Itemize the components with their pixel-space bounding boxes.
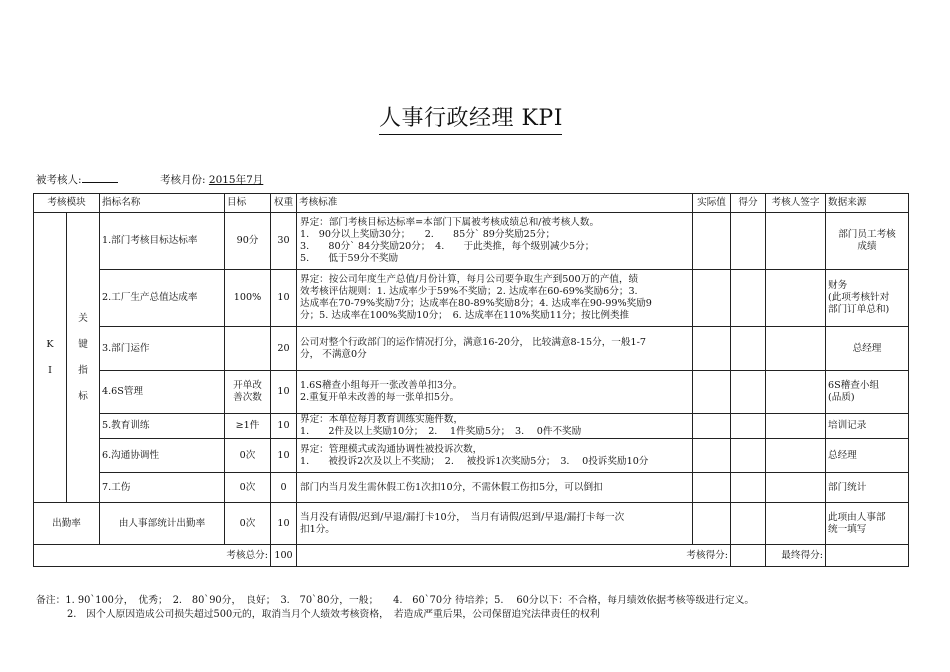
standard-line: 当月没有请假/迟到/早退/漏打卡10分， 当月有请假/迟到/早退/漏打卡每一次 bbox=[300, 511, 625, 523]
actual-value-cell[interactable] bbox=[693, 213, 731, 270]
score-cell[interactable] bbox=[731, 414, 766, 439]
data-source bbox=[826, 213, 909, 270]
signer-cell[interactable] bbox=[766, 439, 826, 473]
standard-line: 3. 80分` 84分奖励20分； 4. 于此类推，每个级别减少5分； bbox=[300, 241, 595, 252]
attendance-module: 出勤率 bbox=[34, 503, 100, 545]
standard-line: 1. 2件及以上奖励10分； 2. 1件奖励5分； 3. 0件不奖励 bbox=[300, 426, 582, 437]
module-key-char: 键 bbox=[78, 338, 88, 350]
data-source bbox=[826, 327, 909, 371]
col-header-weight: 权重 bbox=[271, 194, 297, 213]
month-field bbox=[160, 172, 263, 187]
col-header-target: 目标 bbox=[225, 194, 271, 213]
source-line: (此项考核针对 bbox=[828, 292, 890, 303]
standard-line: 达成率在70-79%奖励7分；达成率在80-89%奖励8分；4. 达成率在90-99%奖励9 bbox=[300, 298, 652, 309]
kpi-row bbox=[34, 371, 909, 414]
total-score-cell[interactable] bbox=[731, 545, 766, 567]
source-line: 培训记录 bbox=[828, 420, 867, 431]
kpi-row bbox=[34, 327, 909, 371]
col-header-signer: 考核人签字 bbox=[766, 194, 826, 213]
indicator-target bbox=[225, 327, 271, 371]
module-ki bbox=[34, 213, 67, 503]
source-line: 财务 bbox=[828, 280, 848, 291]
indicator-name: 4.6S管理 bbox=[100, 371, 225, 414]
actual-value-cell[interactable] bbox=[693, 371, 731, 414]
module-key-char: 关 bbox=[78, 312, 88, 324]
score-cell[interactable] bbox=[731, 371, 766, 414]
month-value: 2015年7月 bbox=[208, 174, 264, 186]
module-key-char: 标 bbox=[78, 390, 88, 402]
source-line: 成绩 bbox=[857, 241, 877, 252]
standard-line: 1.6S稽查小组每开一张改善单扣3分。 bbox=[300, 380, 463, 391]
assessee-blank[interactable] bbox=[82, 172, 118, 183]
assessment-standard bbox=[297, 439, 693, 473]
indicator-target: 0次 bbox=[225, 439, 271, 473]
source-line: 此项由人事部 bbox=[828, 511, 886, 523]
month-label: 考核月份: bbox=[160, 174, 206, 186]
kpi-row bbox=[34, 439, 909, 473]
score-cell[interactable] bbox=[731, 473, 766, 503]
assessment-standard bbox=[297, 414, 693, 439]
score-label: 考核得分: bbox=[297, 545, 731, 567]
col-header-score: 得分 bbox=[731, 194, 766, 213]
assessment-standard bbox=[297, 327, 693, 371]
col-header-source: 数据来源 bbox=[826, 194, 909, 213]
source-line: 统一填写 bbox=[828, 523, 867, 535]
standard-line: 扣1分。 bbox=[300, 523, 335, 535]
score-cell[interactable] bbox=[731, 270, 766, 327]
data-source bbox=[826, 414, 909, 439]
module-key-char: 指 bbox=[78, 364, 88, 376]
kpi-row bbox=[34, 414, 909, 439]
assessment-standard bbox=[297, 213, 693, 270]
col-header-module: 考核模块 bbox=[34, 194, 100, 213]
indicator-weight: 10 bbox=[271, 439, 297, 473]
kpi-row bbox=[34, 473, 909, 503]
signer-cell[interactable] bbox=[766, 270, 826, 327]
kpi-table bbox=[33, 193, 909, 567]
indicator-weight: 10 bbox=[271, 371, 297, 414]
indicator-name: 2.工厂生产总值达成率 bbox=[100, 270, 225, 327]
assessee-field bbox=[36, 172, 118, 187]
score-cell[interactable] bbox=[731, 439, 766, 473]
attendance-target: 0次 bbox=[225, 503, 271, 545]
source-line: 部门统计 bbox=[828, 481, 867, 493]
attendance-actual-cell[interactable] bbox=[693, 503, 731, 545]
module-key-indicators bbox=[67, 213, 100, 503]
actual-value-cell[interactable] bbox=[693, 414, 731, 439]
indicator-target bbox=[225, 371, 271, 414]
standard-line: 1. 90分以上奖励30分； 2. 85分` 89分奖励25分； bbox=[300, 229, 556, 240]
signer-cell[interactable] bbox=[766, 327, 826, 371]
standard-line: 分， 不满意0分 bbox=[300, 348, 367, 360]
indicator-name: 5.教育训练 bbox=[100, 414, 225, 439]
signer-cell[interactable] bbox=[766, 473, 826, 503]
score-cell[interactable] bbox=[731, 213, 766, 270]
indicator-weight: 10 bbox=[271, 270, 297, 327]
data-source bbox=[826, 270, 909, 327]
attendance-name: 由人事部统计出勤率 bbox=[100, 503, 225, 545]
attendance-standard bbox=[297, 503, 693, 545]
final-score-cell[interactable] bbox=[826, 545, 909, 567]
col-header-actual: 实际值 bbox=[693, 194, 731, 213]
title-underline bbox=[379, 134, 562, 135]
source-line: 总经理 bbox=[828, 449, 857, 461]
standard-line: 分；5. 达成率在100%奖励10分； 6. 达成率在110%奖励11分；按比例类推 bbox=[300, 310, 630, 321]
indicator-weight: 20 bbox=[271, 327, 297, 371]
standard-line: 界定：按公司年度生产总值/月份计算，每月公司要争取生产到500万的产值，绩 bbox=[300, 274, 639, 285]
document-title: 人事行政经理 KPI bbox=[379, 106, 563, 131]
col-header-standard: 考核标准 bbox=[297, 194, 693, 213]
data-source bbox=[826, 371, 909, 414]
col-header-name: 指标名称 bbox=[100, 194, 225, 213]
indicator-target: 100% bbox=[225, 270, 271, 327]
assessment-standard bbox=[297, 473, 693, 503]
indicator-weight: 30 bbox=[271, 213, 297, 270]
signer-cell[interactable] bbox=[766, 371, 826, 414]
source-line: 部门订单总和) bbox=[828, 304, 890, 315]
signer-cell[interactable] bbox=[766, 414, 826, 439]
standard-line: 界定：管理模式或沟通协调性被投诉次数， bbox=[300, 443, 483, 455]
kpi-row bbox=[34, 213, 909, 270]
source-line: 部门员工考核 bbox=[838, 229, 896, 240]
signer-cell[interactable] bbox=[766, 213, 826, 270]
source-line: 6S稽查小组 bbox=[828, 380, 880, 391]
attendance-weight: 10 bbox=[271, 503, 297, 545]
indicator-name: 1.部门考核目标达标率 bbox=[100, 213, 225, 270]
score-cell[interactable] bbox=[731, 327, 766, 371]
remark-line-2: 2. 因个人原因造成公司损失超过500元的，取消当月个人绩效考核资格， 若造成严重后果，公司保留追究法律责任的权利 bbox=[67, 609, 600, 620]
remark-line-1: 备注：1. 90`100分， 优秀； 2. 80`90分， 良好； 3. 70`80分，一般； 4. 60`70分 待培养；5. 60分以下：不合格，每月绩效依据考核等级进行定义。 bbox=[36, 595, 755, 606]
indicator-weight: 0 bbox=[271, 473, 297, 503]
total-label: 考核总分: bbox=[34, 545, 271, 567]
actual-value-cell[interactable] bbox=[693, 473, 731, 503]
total-value: 100 bbox=[271, 545, 297, 567]
actual-value-cell[interactable] bbox=[693, 327, 731, 371]
indicator-weight: 10 bbox=[271, 414, 297, 439]
data-source bbox=[826, 439, 909, 473]
final-score-label: 最终得分: bbox=[766, 545, 826, 567]
standard-line: 部门内当月发生需休假工伤1次扣10分，不需休假工伤扣5分，可以倒扣 bbox=[300, 481, 603, 493]
standard-line: 公司对整个行政部门的运作情况打分，满意16-20分， 比较满意8-15分，一般1-7 bbox=[300, 336, 646, 348]
standard-line: 效考核评估规则：1. 达成率少于59%不奖励；2. 达成率在60-69%奖励6分；3. bbox=[300, 286, 638, 297]
attendance-row bbox=[34, 503, 909, 545]
kpi-row bbox=[34, 270, 909, 327]
standard-line: 5. 低于59分不奖励 bbox=[300, 253, 399, 264]
standard-line: 2.重复开单未改善的每一张单扣5分。 bbox=[300, 392, 460, 403]
assessment-standard bbox=[297, 371, 693, 414]
totals-row bbox=[34, 545, 909, 567]
indicator-target: 90分 bbox=[225, 213, 271, 270]
attendance-score-cell[interactable] bbox=[731, 503, 766, 545]
data-source bbox=[826, 473, 909, 503]
source-line: 总经理 bbox=[852, 342, 882, 354]
standard-line: 1. 被投诉2次及以上不奖励； 2. 被投诉1次奖励5分； 3. 0投诉奖励10分 bbox=[300, 455, 649, 467]
target-line: 善次数 bbox=[233, 392, 262, 403]
standard-line: 界定：部门考核目标达标率=本部门下属被考核成绩总和/被考核人数。 bbox=[300, 217, 600, 228]
target-line: 开单改 bbox=[233, 380, 262, 391]
remarks bbox=[36, 594, 754, 622]
actual-value-cell[interactable] bbox=[693, 439, 731, 473]
actual-value-cell[interactable] bbox=[693, 270, 731, 327]
assessment-standard bbox=[297, 270, 693, 327]
module-ki-char: I bbox=[48, 364, 52, 376]
indicator-target: ≥1件 bbox=[225, 414, 271, 439]
assessee-label: 被考核人: bbox=[36, 174, 82, 186]
header-row bbox=[34, 194, 909, 213]
attendance-signer-cell[interactable] bbox=[766, 503, 826, 545]
indicator-name: 6.沟通协调性 bbox=[100, 439, 225, 473]
standard-line: 界定：本单位每月教育训练实施件数， bbox=[300, 414, 464, 425]
attendance-source bbox=[826, 503, 909, 545]
indicator-name: 7.工伤 bbox=[100, 473, 225, 503]
module-ki-char: K bbox=[46, 338, 54, 350]
indicator-name: 3.部门运作 bbox=[100, 327, 225, 371]
source-line: (品质) bbox=[828, 392, 855, 403]
indicator-target: 0次 bbox=[225, 473, 271, 503]
